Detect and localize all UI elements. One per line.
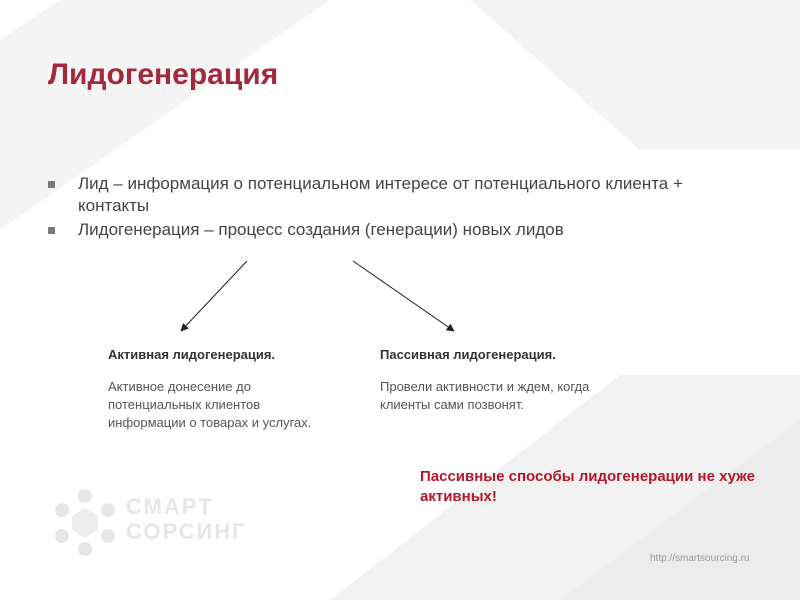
logo-line-2: СОРСИНГ bbox=[126, 519, 247, 544]
slide-title: Лидогенерация bbox=[48, 58, 279, 91]
bullet-text: Лид – информация о потенциальном интересе от потенциального клиента + контакты bbox=[78, 174, 683, 215]
passive-leadgen-description: Провели активности и ждем, когда клиенты сами позвонят. bbox=[380, 379, 590, 412]
smartsourcing-logo-icon bbox=[48, 486, 122, 558]
logo-line-1: СМАРТ bbox=[126, 494, 214, 519]
active-leadgen-description: Активное донесение до потенциальных клиентов информации о товарах и услугах. bbox=[108, 379, 312, 430]
passive-leadgen-heading: Пассивная лидогенерация. bbox=[380, 347, 556, 362]
website-url: http://smartsourcing.ru bbox=[650, 553, 750, 564]
arrow-down-left-icon bbox=[181, 261, 247, 331]
active-leadgen-heading: Активная лидогенерация. bbox=[108, 347, 276, 362]
passive-leadgen-block bbox=[380, 346, 610, 414]
bullet-text: Лидогенерация – процесс создания (генерации) новых лидов bbox=[78, 220, 564, 239]
emphasis-note: Пассивные способы лидогенерации не хуже активных! bbox=[420, 468, 755, 505]
logo-text bbox=[126, 494, 247, 544]
company-logo bbox=[48, 486, 278, 558]
arrow-down-right-icon bbox=[353, 261, 454, 331]
active-leadgen-block bbox=[108, 346, 338, 432]
